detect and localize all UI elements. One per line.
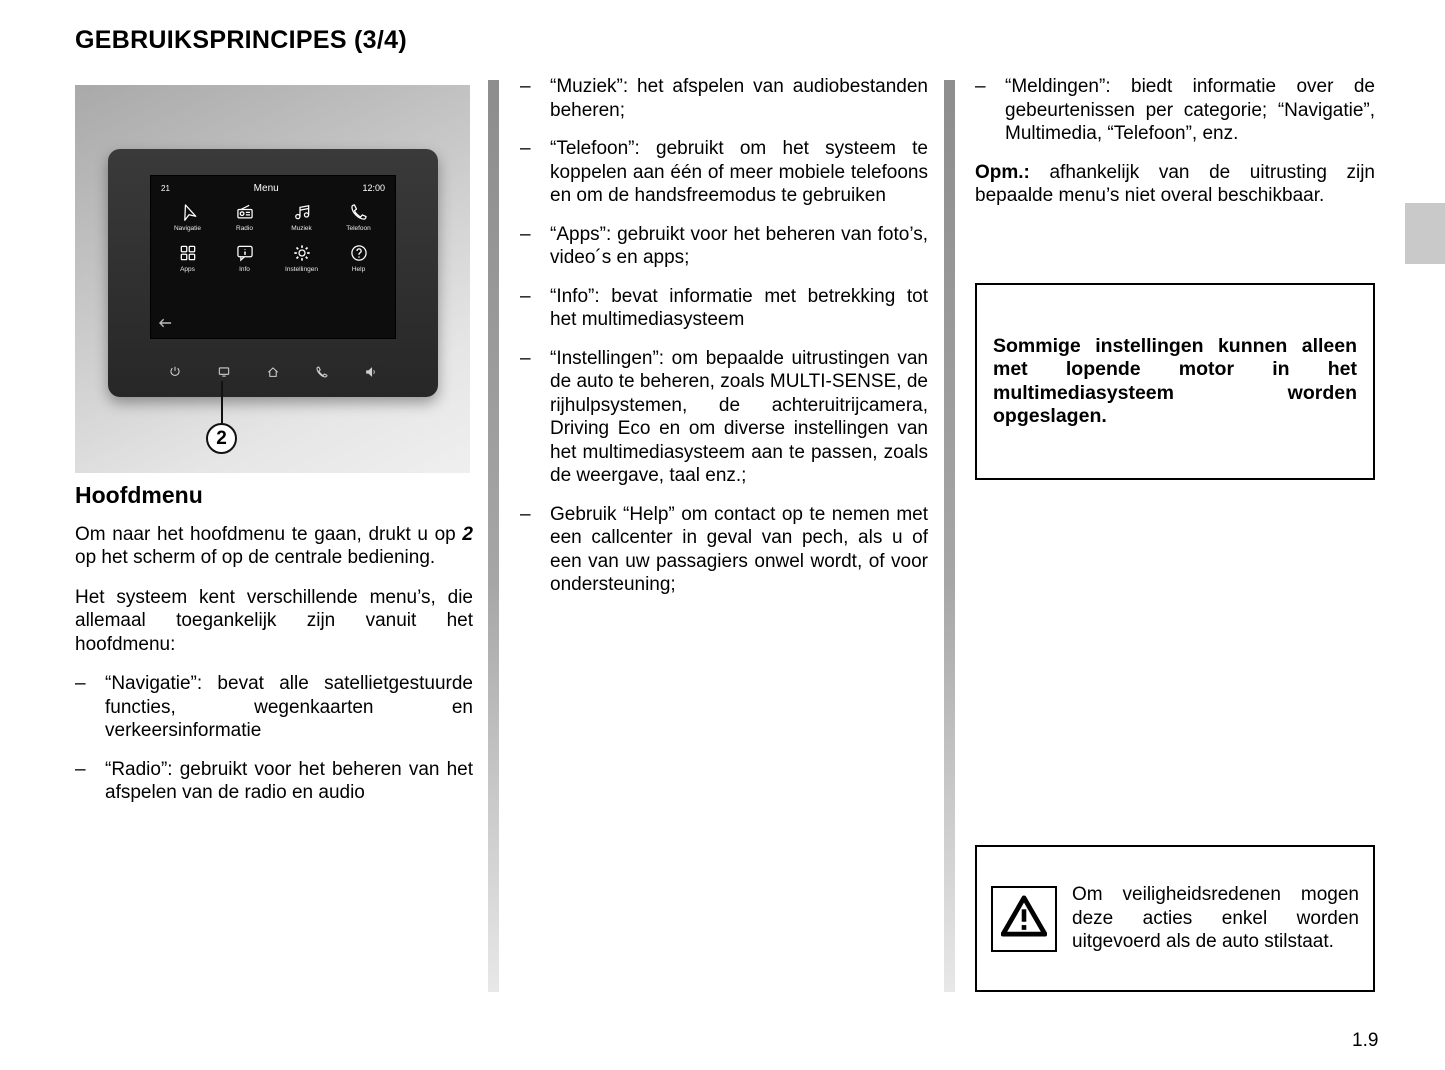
menu-item-label: Help: [351, 266, 366, 273]
list-item: [520, 137, 928, 208]
menu-item-radio: [216, 202, 273, 232]
question-mark-icon: [349, 243, 369, 263]
settings-note-text: Sommige instellingen kunnen alleen met lopende motor in het multimediasysteem worden opgeslagen.: [993, 334, 1357, 427]
back-arrow-icon: [159, 315, 172, 333]
music-note-icon: [292, 202, 312, 222]
phone-icon: [349, 202, 369, 222]
list-item-text: Gebruik “Help” om contact op te nemen met een callcenter in geval van pech, als u of een van uw passagiers onwel wordt, of voor ondersteuning;: [550, 503, 928, 595]
list-dash: –: [520, 76, 531, 97]
left-column: [75, 484, 473, 820]
list-item-text: “Telefoon”: gebruikt om het systeem te koppelen aan één of meer mobiele telefoons en om de handsfreemodus te gebruiken: [550, 138, 928, 206]
warning-icon-frame: [991, 886, 1057, 952]
menu-item-help: [330, 243, 387, 273]
list-item-text: “Info”: bevat informatie met betrekking tot het multimediasysteem: [550, 285, 928, 330]
paragraph-text: op het scherm of op de centrale bediening.: [75, 547, 436, 568]
menu-item-label: Instellingen: [285, 266, 318, 273]
list-dash: –: [975, 76, 986, 97]
list-dash: –: [75, 758, 86, 780]
page-title: GEBRUIKSPRINCIPES (3/4): [75, 26, 407, 54]
screen-title: Menu: [253, 183, 279, 194]
callout-2-badge: 2: [206, 423, 237, 454]
menu-item-apps: [159, 243, 216, 273]
navigation-arrow-icon: [178, 202, 198, 222]
list-item-text: “Apps”: gebruikt voor het beheren van foto’s, video´s en apps;: [550, 223, 928, 268]
apps-grid-icon: [178, 243, 198, 263]
warning-triangle-icon: [1001, 895, 1047, 942]
list-item: [520, 223, 928, 270]
list-item-text: “Navigatie”: bevat alle satellietgestuurde functies, wegenkaarten en verkeersinformatie: [105, 673, 473, 741]
menu-item-label: Navigatie: [173, 225, 202, 232]
middle-column: [520, 75, 928, 612]
info-bubble-icon: [235, 243, 255, 263]
list-item-text: “Radio”: gebruikt voor het beheren van het afspelen van de radio en audio: [105, 758, 473, 803]
list-dash: –: [520, 223, 531, 245]
note-paragraph: [975, 161, 1375, 208]
list-item-text: “Meldingen”: biedt informatie over de gebeurtenissen per categorie; “Navigatie”, Multimedia, “Telefoon”, enz.: [1005, 76, 1375, 144]
list-item: [75, 672, 473, 743]
callout-reference: 2: [462, 523, 473, 545]
gear-icon: [292, 243, 312, 263]
page-number: 1.9: [1352, 1030, 1379, 1051]
paragraph: [75, 523, 473, 570]
device-button-row: [168, 361, 378, 383]
power-button-icon: [168, 365, 182, 379]
menu-item-label: Info: [239, 266, 250, 273]
paragraph: Het systeem kent verschillende menu’s, die allemaal toegankelijk zijn vanuit het hoofdmenu:: [75, 586, 473, 655]
menu-item-navigatie: [159, 202, 216, 232]
list-item-text: “Instellingen”: om bepaalde uitrustingen van de auto te beheren, zoals MULTI-SENSE, de rijhulpsystemen, de achteruitrijcamera, Driving Eco en om diverse instellingen van het multimediasysteem aan te passen, zoals de weergave, taal enz.;: [550, 347, 928, 486]
column-separator-2: [944, 80, 955, 992]
display-button-icon: [217, 365, 231, 379]
list-item-text: “Muziek”: het afspelen van audiobestanden beheren;: [550, 76, 928, 121]
list-dash: –: [520, 285, 531, 307]
menu-item-muziek: [273, 202, 330, 232]
column-separator-1: [488, 80, 499, 992]
menu-item-label: Muziek: [291, 225, 312, 232]
section-heading: Hoofdmenu: [75, 482, 203, 508]
list-item: [520, 75, 928, 122]
volume-button-icon: [364, 365, 378, 379]
list-dash: –: [520, 347, 531, 369]
list-item: [520, 285, 928, 332]
list-dash: –: [75, 673, 86, 694]
device-photo: [75, 85, 470, 473]
list-item: [975, 75, 1375, 146]
device-statusbar: [151, 176, 395, 194]
status-temperature: 21: [161, 184, 170, 193]
menu-item-telefoon: [330, 202, 387, 232]
callout-pointer-line: [221, 381, 223, 425]
list-dash: –: [520, 503, 531, 525]
safety-warning-box: [975, 845, 1375, 992]
menu-item-label: Apps: [180, 266, 195, 273]
menu-item-info: [216, 243, 273, 273]
menu-item-label: Telefoon: [346, 225, 371, 232]
menu-item-label: Radio: [236, 225, 253, 232]
radio-icon: [235, 202, 255, 222]
status-clock: 12:00: [362, 183, 385, 193]
right-column: [975, 75, 1375, 224]
list-dash: –: [520, 138, 531, 159]
warning-text: Om veiligheidsredenen mogen deze acties enkel worden uitgevoerd als de auto stilstaat.: [1072, 884, 1359, 953]
home-button-icon: [266, 365, 280, 379]
note-label: Opm.:: [975, 161, 1030, 183]
list-item: [520, 347, 928, 488]
note-text: afhankelijk van de uitrusting zijn bepaalde menu’s niet overal beschikbaar.: [975, 161, 1375, 206]
paragraph-text: Om naar het hoofdmenu te gaan, drukt u op: [75, 523, 463, 545]
page-edge-tab: [1405, 203, 1445, 264]
menu-icon-grid: [151, 202, 395, 273]
settings-note-box: [975, 283, 1375, 480]
menu-item-instellingen: [273, 243, 330, 273]
list-item: [75, 758, 473, 805]
device-screen: [150, 175, 396, 339]
phone-button-icon: [315, 365, 329, 379]
multimedia-device: [108, 149, 438, 397]
list-item: [520, 503, 928, 597]
